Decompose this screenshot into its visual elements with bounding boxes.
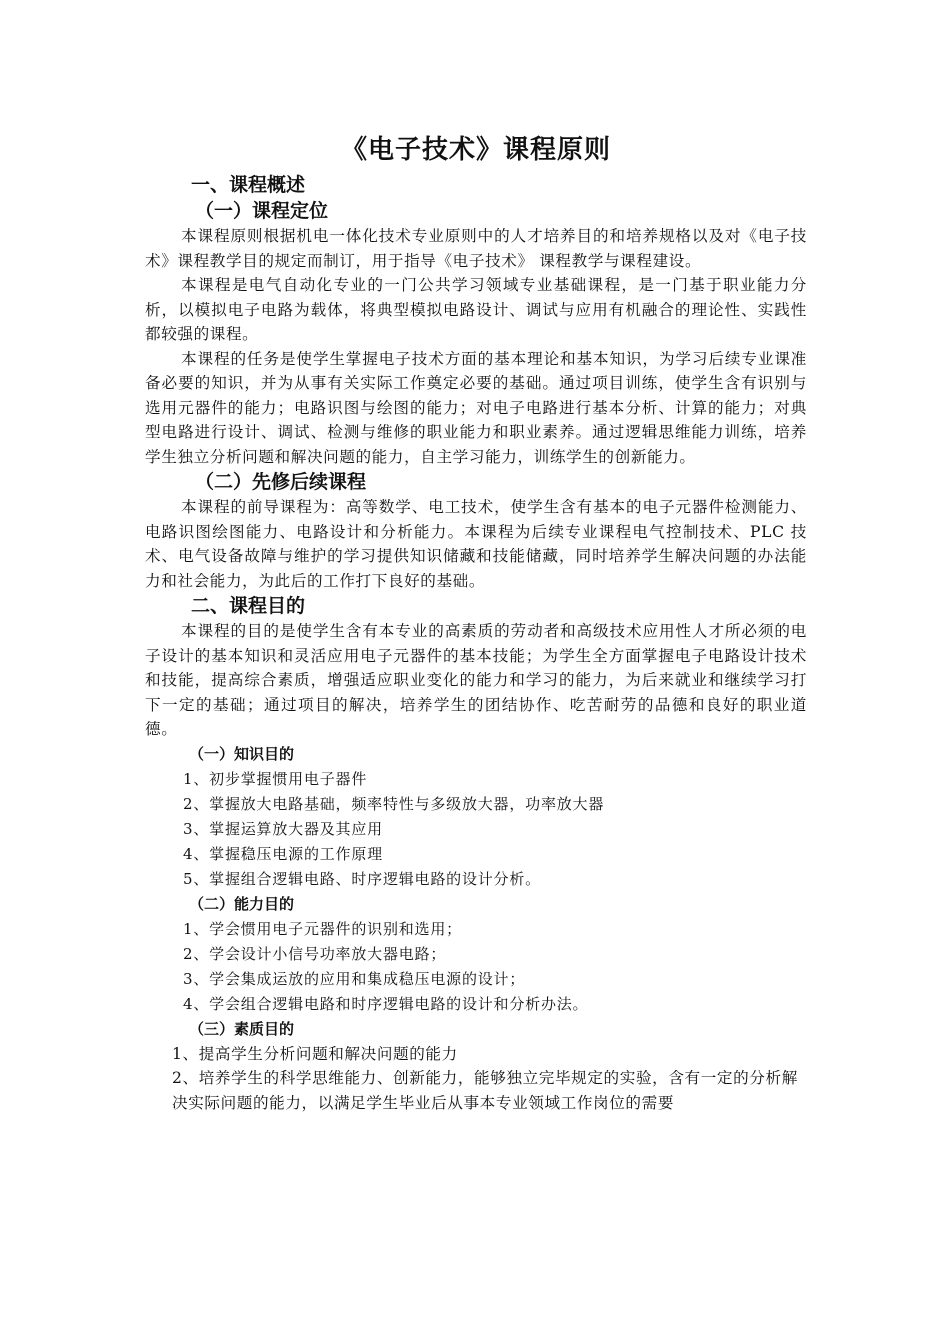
list-item: 3、掌握运算放大器及其应用 [183, 819, 383, 838]
list-item: 1、提高学生分析问题和解决问题的能力 [172, 1044, 458, 1063]
list-item: 1、初步掌握惯用电子器件 [183, 769, 368, 788]
subsection-heading-positioning: （一）课程定位 [195, 200, 329, 222]
paragraph: 本课程的任务是使学生掌握电子技术方面的基本理论和基本知识，为学习后续专业课准备必要的知识，并为从事有关实际工作奠定必要的基础。通过项目训练，使学生含有识别与选用元器件的能力；电路识图与绘图的能力；对电子电路进行基本分析、计算的能力；对典型电路进行设计、调试、检测与维修的职业能力和职业素养。通过逻辑思维能力训练，培养学生独立分析问题和解决问题的能力，自主学习能力，训练学生的创新能力。 [145, 349, 807, 466]
subsection-heading-knowledge: （一）知识目的 [189, 744, 295, 763]
paragraph: 本课程的前导课程为：高等数学、电工技术，使学生含有基本的电子元器件检测能力、电路识图绘图能力、电路设计和分析能力。本课程为后续专业课程电气控制技术、PLC 技术、电气设备故障与维护的学习提供知识储藏和技能储藏，同时培养学生解决问题的办法能力和社会能力，为此后的工作打下良好的基础。 [145, 498, 807, 590]
paragraph: 本课程的目的是使学生含有本专业的高素质的劳动者和高级技术应用性人才所必须的电子设计的基本知识和灵活应用电子元器件的基本技能；为学生全方面掌握电子电路设计技术和技能，提高综合素质，增强适应职业变化的能力和学习的能力，为后来就业和继续学习打下一定的基础；通过项目的解决，培养学生的团结协作、吃苦耐劳的品德和良好的职业道德。 [145, 622, 807, 738]
list-item: 1、学会惯用电子元器件的识别和选用； [183, 919, 462, 938]
list-item: 2、学会设计小信号功率放大器电路； [183, 944, 447, 963]
list-item: 4、掌握稳压电源的工作原理 [183, 844, 383, 863]
section-heading-objectives: 二、课程目的 [191, 595, 306, 617]
document-title: 《电子技术》课程原则 [340, 135, 611, 165]
subsection-heading-prerequisites: （二）先修后续课程 [195, 471, 367, 493]
list-item: 2、掌握放大电路基础，频率特性与多级放大器，功率放大器 [183, 794, 605, 813]
list-item: 4、学会组合逻辑电路和时序逻辑电路的设计和分析办法。 [183, 994, 589, 1013]
list-item: 5、掌握组合逻辑电路、时序逻辑电路的设计分析。 [183, 869, 541, 888]
list-item: 3、学会集成运放的应用和集成稳压电源的设计； [183, 969, 526, 988]
subsection-heading-quality: （三）素质目的 [189, 1019, 295, 1038]
paragraph: 本课程原则根据机电一体化技术专业原则中的人才培养目的和培养规格以及对《电子技术》课程教学目的规定而制订，用于指导《电子技术》 课程教学与课程建设。 [145, 227, 807, 270]
section-heading-overview: 一、课程概述 [191, 174, 306, 196]
quality-list [145, 1042, 807, 1116]
subsection-heading-ability: （二）能力目的 [189, 894, 295, 913]
document-page [145, 130, 807, 1115]
knowledge-list [145, 767, 807, 892]
list-item: 2、培养学生的科学思维能力、创新能力，能够独立完毕规定的实验，含有一定的分析解决实际问题的能力，以满足学生毕业后从事本专业领域工作岗位的需要 [172, 1069, 798, 1112]
ability-list [145, 917, 807, 1017]
paragraph: 本课程是电气自动化专业的一门公共学习领域专业基础课程，是一门基于职业能力分析，以模拟电子电路为载体，将典型模拟电路设计、调试与应用有机融合的理论性、实践性都较强的课程。 [145, 276, 807, 343]
